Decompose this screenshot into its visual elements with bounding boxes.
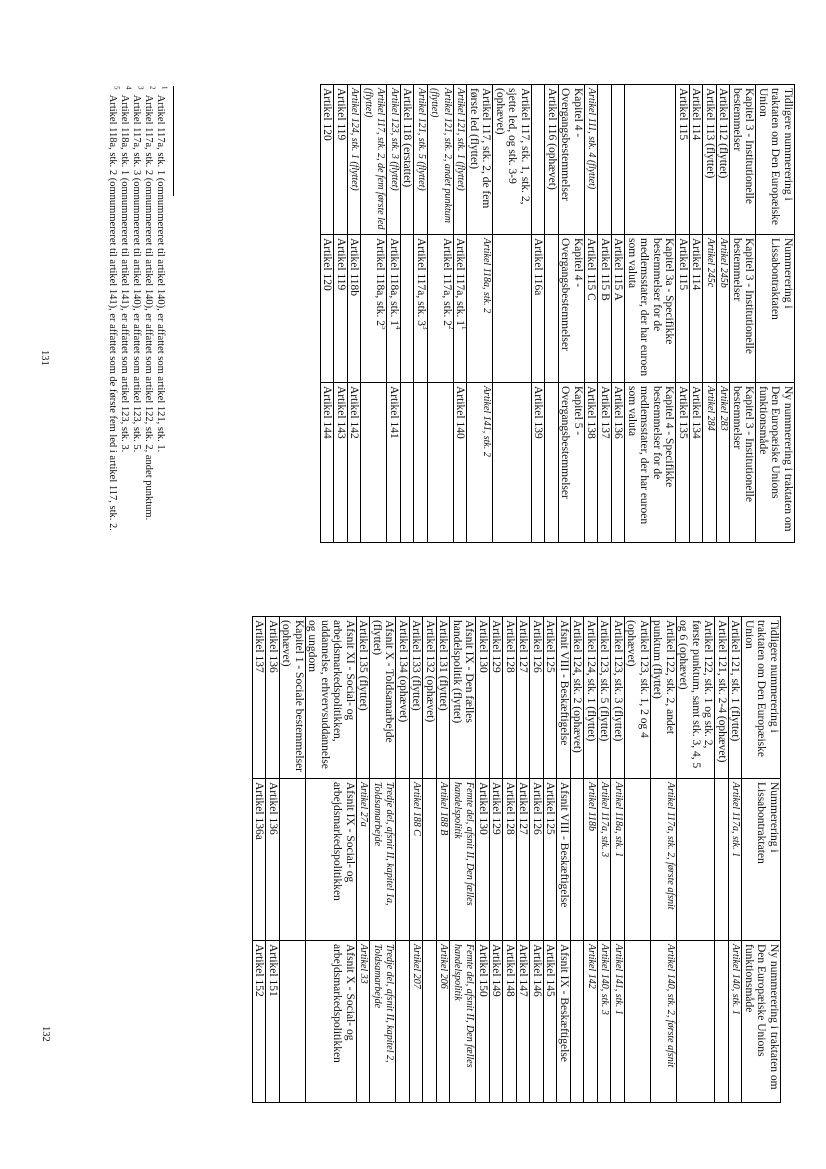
table-cell: Afsnit X - Social- og arbejdsmarkedspolitikken xyxy=(306,941,357,1103)
table-cell xyxy=(361,383,387,543)
table-cell: Artikel 188 B xyxy=(437,779,451,941)
page-number: 131 xyxy=(39,350,50,366)
table-cell xyxy=(396,779,410,941)
table-cell: Artikel 124, stk. 1 (flyttet) xyxy=(348,85,362,235)
footnote-text: Artikel 118a, stk. 1 (omnummereret til artikel 141), er affattet som artikel 123, stk. 3. xyxy=(119,94,130,453)
table-cell xyxy=(532,85,546,235)
table-cell: Artikel 128 xyxy=(503,617,517,779)
table-row xyxy=(428,85,454,543)
table-cell xyxy=(414,235,428,383)
table-row xyxy=(357,617,371,1103)
table-row xyxy=(571,617,585,1103)
table-cell: Artikel 140, stk. 1 xyxy=(729,941,743,1103)
table-cell: Afsnit IX - Den fælles handelspolitik (flyttet) xyxy=(450,617,476,779)
footnote-1 xyxy=(154,86,169,531)
table-row xyxy=(611,617,625,1103)
table-cell: Afsnit XI - Social- og arbejdsmarkedspolitikken, uddannelse, erhvervsuddannelse og ungdom xyxy=(306,617,357,779)
footnote-number: 5 xyxy=(112,86,121,90)
table-cell: Artikel 245b xyxy=(717,235,731,383)
page-131-table-rotator xyxy=(320,84,795,543)
table-cell xyxy=(428,235,454,383)
table-cell: Artikel 135 (flyttet) xyxy=(357,617,371,779)
table-cell: Artikel 118 (erstattet) xyxy=(401,85,415,235)
table-cell: Artikel 134 xyxy=(690,383,704,543)
table-cell: Artikel 127 xyxy=(517,617,531,779)
table-cell: Artikel 114 xyxy=(690,235,704,383)
table-cell: Artikel 123, stk. 5 (flyttet) xyxy=(598,617,612,779)
table-row xyxy=(401,85,415,543)
table-row xyxy=(676,85,690,543)
table-cell: Artikel 129 xyxy=(490,617,504,779)
table-cell xyxy=(423,779,437,941)
table-cell: Artikel 112 (flyttet) xyxy=(717,85,731,235)
table-cell xyxy=(571,941,585,1103)
table-cell xyxy=(625,85,676,235)
table-cell: Femte del, afsnit II, Den fælles handelspolitik xyxy=(450,941,476,1103)
table-cell: Kapitel 4 - Overgangsbestemmelser xyxy=(559,235,585,383)
table-cell: Artikel 123, stk. 3 (flyttet) xyxy=(387,85,401,235)
table-row xyxy=(334,85,348,543)
table-row xyxy=(730,85,756,543)
table-row xyxy=(625,85,676,543)
footnote-text: Artikel 117a, stk. 3 (omnummereret til artikel 140), er affattet som artikel 123, stk. 5. xyxy=(131,94,142,453)
table-cell: Artikel 136 xyxy=(266,779,280,941)
table-cell: Artikel 245c xyxy=(703,235,717,383)
table-cell xyxy=(677,779,716,941)
table-cell xyxy=(401,235,415,383)
table-cell xyxy=(545,235,559,383)
table-cell: Artikel 141 xyxy=(387,383,401,543)
table-row xyxy=(598,85,612,543)
table-cell: Artikel 122, stk. 2, andet punktum (flyttet) xyxy=(651,617,677,779)
table-row xyxy=(410,617,424,1103)
table-cell: Artikel 130 xyxy=(476,617,490,779)
table-cell: Artikel 117, stk. 2, de fem første led (flyttet) xyxy=(467,85,493,235)
table-cell: Tredje del, afsnit II, kapitel 2, Toldsamarbejde xyxy=(370,941,396,1103)
table-row xyxy=(625,617,651,1103)
table-cell: Artikel 149 xyxy=(490,941,504,1103)
table-cell: Artikel 141, stk. 1 xyxy=(611,941,625,1103)
table-cell xyxy=(493,383,532,543)
table-cell: Artikel 139 xyxy=(532,383,546,543)
footnote-number: 3 xyxy=(136,86,145,90)
table-cell: Artikel 113 (flyttet) xyxy=(703,85,717,235)
table-cell: Kapitel 4 - Overgangsbestemmelser xyxy=(559,85,585,235)
table-cell: Artikel 119 xyxy=(334,235,348,383)
table-row xyxy=(517,617,531,1103)
table-cell xyxy=(454,235,468,383)
table-header-row xyxy=(756,85,795,543)
page-132-correlation-table xyxy=(252,616,781,1103)
table-cell xyxy=(280,941,306,1103)
table-cell: Artikel 138 xyxy=(585,383,599,543)
header-old-teu: Tidligere nummerering i traktaten om Den Europæiske Union xyxy=(756,85,795,235)
table-row xyxy=(387,85,401,543)
footnote-ref[interactable]: 5 xyxy=(380,326,389,330)
table-cell: Artikel 121, stk. 2, andet punktum (flyttet) xyxy=(428,85,454,235)
table-cell xyxy=(545,383,559,543)
table-cell: Artikel 132 (ophævet) xyxy=(423,617,437,779)
table-cell: Kapitel 4 - Specifikke bestemmelser for de medlemsstater, der har euroen som valuta xyxy=(625,383,676,543)
table-cell: Artikel 116 (ophævet) xyxy=(545,85,559,235)
page-132-number xyxy=(38,1026,56,1042)
table-cell: Artikel 117a, stk. 3 xyxy=(598,779,612,941)
table-row xyxy=(584,617,598,1103)
table-cell xyxy=(625,779,651,941)
table-cell: Kapitel 3 - Institutionelle bestemmelser xyxy=(730,85,756,235)
table-cell: Kapitel 1 - Sociale bestemmelser (ophævet) xyxy=(280,617,306,779)
table-cell: Artikel 111, stk. 4 (flyttet) xyxy=(585,85,599,235)
table-cell: Artikel 146 xyxy=(530,941,544,1103)
table-row xyxy=(585,85,599,543)
table-cell xyxy=(571,779,585,941)
table-cell: Afsnit VIII - Beskæftigelse xyxy=(557,779,571,941)
table-row xyxy=(467,85,493,543)
table-cell xyxy=(387,235,401,383)
table-cell: Artikel 206 xyxy=(437,941,451,1103)
table-cell: Artikel 136a xyxy=(253,779,267,941)
table-row xyxy=(361,85,387,543)
table-cell: Artikel 115 xyxy=(676,235,690,383)
table-row xyxy=(651,617,677,1103)
table-cell xyxy=(401,383,415,543)
table-cell xyxy=(414,383,428,543)
table-cell: Kapitel 3a - Specifikke bestemmelser for de medlemsstater, der har euroen som valuta xyxy=(625,235,676,383)
table-cell: Afsnit IX - Beskæftigelse xyxy=(557,941,571,1103)
table-cell xyxy=(677,941,716,1103)
footnote-4 xyxy=(118,86,133,531)
table-row xyxy=(598,617,612,1103)
table-cell: Artikel 134 (ophævet) xyxy=(396,617,410,779)
table-cell: Artikel 117a, stk. 1 xyxy=(729,779,743,941)
table-cell: Artikel 117, stk. 1, stk. 2, sjette led, og stk. 3-9 (ophævet) xyxy=(493,85,532,235)
page-number: 132 xyxy=(40,1026,51,1042)
table-row xyxy=(253,617,267,1103)
table-cell: Artikel 284 xyxy=(703,383,717,543)
footnote-ref[interactable]: 4 xyxy=(393,326,402,330)
table-row xyxy=(717,85,731,543)
table-cell: Artikel 114 xyxy=(690,85,704,235)
cell-text: Artikel 117a, stk. 3 xyxy=(415,238,427,327)
table-row xyxy=(396,617,410,1103)
page-132-table-rotator xyxy=(252,616,781,1103)
table-cell: Artikel 131 (flyttet) xyxy=(437,617,451,779)
cell-text: Artikel 117a, stk. 2 xyxy=(441,238,453,327)
table-cell: Artikel 188 C xyxy=(410,779,424,941)
footnote-number: 1 xyxy=(160,86,169,90)
table-row xyxy=(715,617,729,1103)
table-cell: Artikel 123, stk. 3 (flyttet) xyxy=(611,617,625,779)
footnote-text: Artikel 117a, stk. 1 (omnummereret til artikel 140), er affattet som artikel 121, stk. 1. xyxy=(155,94,166,453)
table-row xyxy=(729,617,743,1103)
table-cell: Artikel 145 xyxy=(544,941,558,1103)
cell-text: Artikel 117a, stk. 1 xyxy=(454,238,467,327)
footnote-text: Artikel 118a, stk. 2 (omnummereret til artikel 141), er affattet som de første fem led i artikel 117, stk. 2. xyxy=(107,94,118,531)
table-cell xyxy=(361,235,387,383)
table-row xyxy=(266,617,280,1103)
table-cell: Artikel 135 xyxy=(676,383,690,543)
table-cell: Artikel 148 xyxy=(503,941,517,1103)
table-cell: Artikel 118a, stk. 2 xyxy=(467,235,493,383)
page-132 xyxy=(0,584,826,1169)
table-row xyxy=(280,617,306,1103)
table-row xyxy=(321,85,335,543)
header-lisbon: Nummerering i Lissabontraktaten xyxy=(742,779,781,941)
footnote-ref[interactable]: 3 xyxy=(420,326,429,330)
page-131-correlation-table xyxy=(320,84,795,543)
table-row xyxy=(493,85,532,543)
page-131-number xyxy=(37,350,55,366)
table-cell: Artikel 119 xyxy=(334,85,348,235)
table-cell: Afsnit X - Toldsamarbejde (flyttet) xyxy=(370,617,396,779)
table-row xyxy=(559,85,585,543)
table-cell: Artikel 120 xyxy=(321,235,335,383)
table-cell: Artikel 144 xyxy=(321,383,335,543)
footnote-ref[interactable]: 1 xyxy=(460,326,469,330)
table-cell: Artikel 115 C xyxy=(585,235,599,383)
table-cell: Artikel 140 xyxy=(454,383,468,543)
table-cell: Artikel 121, stk. 5 (flyttet) xyxy=(414,85,428,235)
table-cell: Artikel 115 B xyxy=(598,235,612,383)
table-cell xyxy=(715,779,729,941)
table-cell: Artikel 117, stk. 2, de fem første led (flyttet) xyxy=(361,85,387,235)
table-cell: Artikel 140, stk. 2, første afsnit xyxy=(651,941,677,1103)
table-cell: Artikel 115 A xyxy=(612,235,626,383)
header-old-teu: Tidligere nummerering i traktaten om Den Europæiske Union xyxy=(742,617,781,779)
table-row xyxy=(414,85,428,543)
table-row xyxy=(423,617,437,1103)
table-row xyxy=(370,617,396,1103)
table-cell: Femte del, afsnit II, Den fælles handelspolitik xyxy=(450,779,476,941)
table-row xyxy=(450,617,476,1103)
table-cell: Artikel 121, stk. 1 (flyttet) xyxy=(454,85,468,235)
table-row xyxy=(677,617,716,1103)
footnote-rule xyxy=(173,86,174,196)
table-cell: Artikel 127 xyxy=(517,779,531,941)
cell-text: Artikel 118a, stk. 1 xyxy=(388,238,400,327)
table-cell xyxy=(493,235,532,383)
table-cell xyxy=(612,85,626,235)
table-header-row xyxy=(742,617,781,1103)
table-row xyxy=(690,85,704,543)
footnote-ref[interactable]: 2 xyxy=(446,326,455,330)
table-cell xyxy=(625,941,651,1103)
table-row xyxy=(306,617,357,1103)
table-cell: Artikel 207 xyxy=(410,941,424,1103)
table-row xyxy=(532,85,546,543)
table-cell: Artikel 137 xyxy=(598,383,612,543)
table-cell xyxy=(428,383,454,543)
table-cell xyxy=(396,941,410,1103)
table-row xyxy=(437,617,451,1103)
table-row xyxy=(490,617,504,1103)
table-cell: Artikel 151 xyxy=(266,941,280,1103)
table-cell: Artikel 122, stk. 1 og stk. 2, første punktum, samt stk. 3, 4, 5 og 6 (ophævet) xyxy=(677,617,716,779)
table-cell: Artikel 115 xyxy=(676,85,690,235)
table-cell: Artikel 121, stk. 1 (flyttet) xyxy=(729,617,743,779)
table-row xyxy=(545,85,559,543)
table-cell: Kapitel 3 - Institutionelle bestemmelser xyxy=(730,235,756,383)
table-cell xyxy=(715,941,729,1103)
table-row xyxy=(557,617,571,1103)
table-row xyxy=(454,85,468,543)
table-cell: Artikel 126 xyxy=(530,779,544,941)
table-cell: Kapitel 5 - Overgangsbestemmelser xyxy=(559,383,585,543)
table-cell: Artikel 124, stk. 2 (ophævet) xyxy=(571,617,585,779)
table-cell: Artikel 283 xyxy=(717,383,731,543)
table-cell: Artikel 126 xyxy=(530,617,544,779)
table-row xyxy=(612,85,626,543)
table-cell: Afsnit VIII - Beskæftigelse xyxy=(557,617,571,779)
header-new-tfeu: Ny nummerering i traktaten om Den Europæiske Unions funktionsmåde xyxy=(756,383,795,543)
table-cell: Artikel 125 xyxy=(544,779,558,941)
table-cell: Artikel 123, stk. 1, 2 og 4 (ophævet) xyxy=(625,617,651,779)
table-cell: Artikel 129 xyxy=(490,779,504,941)
table-cell: Artikel 142 xyxy=(348,383,362,543)
table-cell xyxy=(280,779,306,941)
footnote-number: 2 xyxy=(148,86,157,90)
table-cell: Artikel 136 xyxy=(266,617,280,779)
table-cell: Artikel 27a xyxy=(357,779,371,941)
table-row xyxy=(544,617,558,1103)
page-131 xyxy=(0,0,826,584)
table-cell: Artikel 116a xyxy=(532,235,546,383)
table-cell: Artikel 118a, stk. 1 xyxy=(611,779,625,941)
table-cell: Artikel 118b xyxy=(348,235,362,383)
table-cell: Artikel 141, stk. 2 xyxy=(467,383,493,543)
table-cell: Artikel 117a, stk. 2, første afsnit xyxy=(651,779,677,941)
table-cell: Artikel 125 xyxy=(544,617,558,779)
table-cell: Afsnit IX - Social- og arbejdsmarkedspolitikken xyxy=(306,779,357,941)
footnote-5 xyxy=(106,86,121,531)
table-cell xyxy=(598,85,612,235)
table-cell: Artikel 136 xyxy=(612,383,626,543)
table-cell xyxy=(423,941,437,1103)
table-cell: Artikel 142 xyxy=(584,941,598,1103)
table-row xyxy=(348,85,362,543)
table-row xyxy=(703,85,717,543)
footnote-number: 4 xyxy=(124,86,133,90)
table-cell: Kapitel 3 - Institutionelle bestemmelser xyxy=(730,383,756,543)
table-cell: Tredje del, afsnit II, kapitel 1a, Toldsamarbejde xyxy=(370,779,396,941)
table-row xyxy=(530,617,544,1103)
table-cell: Artikel 143 xyxy=(334,383,348,543)
cell-text: Artikel 118a, stk. 2 xyxy=(374,238,387,327)
table-cell: Artikel 147 xyxy=(517,941,531,1103)
table-cell: Artikel 124, stk. 1 (flyttet) xyxy=(584,617,598,779)
table-cell: Artikel 121, stk. 2-4 (ophævet) xyxy=(715,617,729,779)
table-cell: Artikel 118b xyxy=(584,779,598,941)
header-lisbon: Nummerering i Lissabontraktaten xyxy=(756,235,795,383)
table-cell: Artikel 120 xyxy=(321,85,335,235)
table-row xyxy=(503,617,517,1103)
table-cell: Artikel 150 xyxy=(476,941,490,1103)
table-cell: Artikel 152 xyxy=(253,941,267,1103)
footnote-2 xyxy=(142,86,157,531)
table-cell: Artikel 33 xyxy=(357,941,371,1103)
header-new-tfeu: Ny nummerering i traktaten om Den Europæiske Unions funktionsmåde xyxy=(742,941,781,1103)
table-row xyxy=(476,617,490,1103)
table-cell: Artikel 128 xyxy=(503,779,517,941)
table-cell: Artikel 130 xyxy=(476,779,490,941)
footnote-text: Artikel 117a, stk. 2 (omnummereret til artikel 140), er affattet som artikel 122, stk. 2, andet punktum. xyxy=(143,94,154,521)
table-cell: Artikel 133 (flyttet) xyxy=(410,617,424,779)
footnote-3 xyxy=(130,86,145,531)
table-cell: Artikel 140, stk. 3 xyxy=(598,941,612,1103)
table-cell: Artikel 137 xyxy=(253,617,267,779)
